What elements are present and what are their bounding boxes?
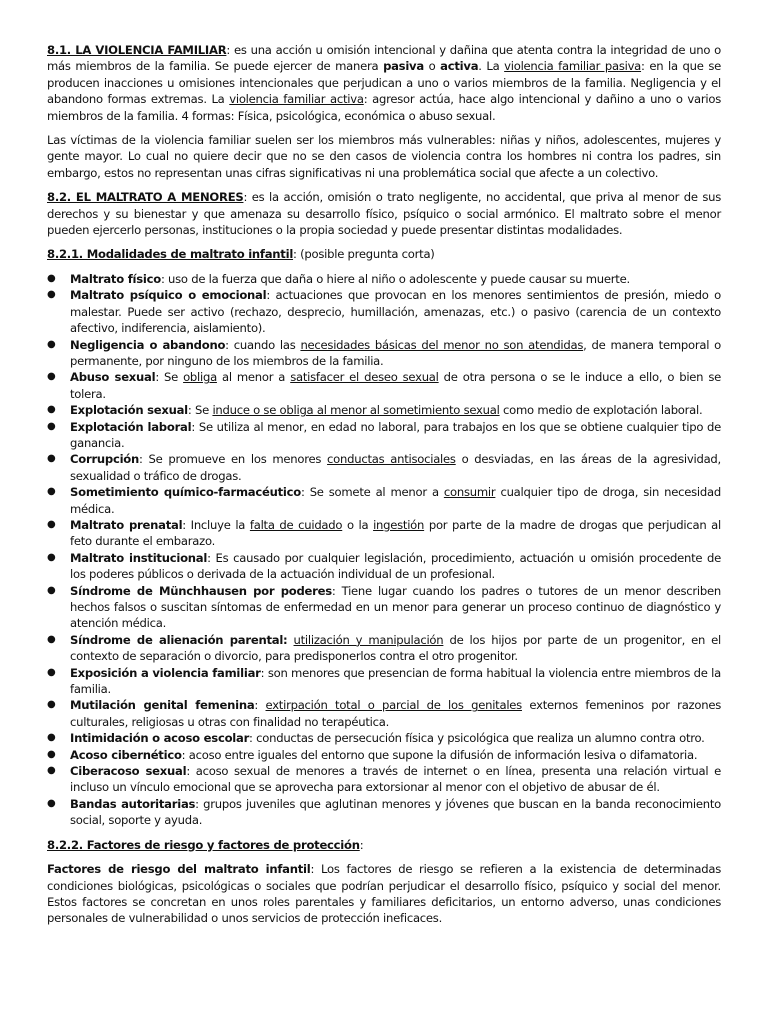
bold-text: Maltrato psíquico o emocional xyxy=(70,288,267,303)
underlined-text: obliga xyxy=(183,370,217,385)
bold-text: Maltrato institucional xyxy=(70,550,208,565)
text-run: : es la acción, omisión o trato negligente, no accidental, que priva al menor de sus derechos y su bienestar y que amenaza su desarrollo físico, psíquico o social armónico. El maltrato sobre el menor pueden ejercerlo personas, instituciones o la propia sociedad y puede presentar distintas modalidades. xyxy=(47,190,721,238)
list-item xyxy=(47,697,721,730)
bullet-icon: ● xyxy=(47,518,56,530)
bullet-icon: ● xyxy=(47,486,56,498)
text-run: : Los factores de riesgo se refieren a la existencia de determinadas condiciones biológicas, psicológicas o sociales que podrían perjudicar el desarrollo físico, psíquico y social del menor. Estos factores se concretan en unos roles parentales y familiares deficitarios, un entorno adverso, unas condiciones personales de vulnerabilidad o unos servicios de protección ineficaces. xyxy=(47,862,721,926)
list-item xyxy=(47,402,721,418)
bold-text: Exposición a violencia familiar xyxy=(70,665,261,680)
text-run: : actuaciones que provocan en los menores sentimientos de presión, miedo o malestar. Puede ser activo (rechazo, desprecio, humillación, amenazas, etc.) o pasivo (carencia de un contexto afectivo, indiferencia, aislamiento). xyxy=(70,288,721,336)
underlined-text: violencia familiar pasiva xyxy=(504,59,642,74)
text-run: o xyxy=(423,59,441,74)
list-item xyxy=(47,419,721,452)
text-run: : acoso entre iguales del entorno que supone la difusión de información lesiva o difamatoria. xyxy=(181,747,698,762)
bold-text: pasiva xyxy=(383,59,424,74)
list-item xyxy=(47,287,721,336)
bold-text: 8.2.1. Modalidades de maltrato infantil xyxy=(47,247,294,262)
list-item xyxy=(47,517,721,550)
underlined-text: falta de cuidado xyxy=(249,517,343,532)
list-item xyxy=(47,271,721,287)
list-item xyxy=(47,747,721,763)
bullet-icon: ● xyxy=(47,404,56,416)
list-item xyxy=(47,665,721,698)
paragraph-maltrato-menores xyxy=(47,189,721,238)
bold-text: Síndrome de Münchhausen por poderes xyxy=(70,583,332,598)
bullet-icon: ● xyxy=(47,666,56,678)
text-run: : acoso sexual de menores a través de internet o en línea, presenta una relación virtual e incluso un vínculo emocional que se aprovecha para extorsionar al menor con el objetivo de abusar de él. xyxy=(70,764,721,795)
text-run: o desviadas, en las áreas de la agresividad, sexualidad o tráfico de drogas. xyxy=(70,452,721,483)
bold-text: Acoso cibernético xyxy=(70,747,182,762)
text-run: : Incluye la xyxy=(182,517,250,532)
bold-text: activa xyxy=(440,59,479,74)
text-run: al menor a xyxy=(216,370,291,385)
underlined-text: ingestión xyxy=(373,517,425,532)
text-run: : conductas de persecución física y psicológica que realiza un alumno contra otro. xyxy=(249,731,705,746)
bold-text: Intimidación o acoso escolar xyxy=(70,731,250,746)
list-item xyxy=(47,550,721,583)
text-run: : (posible pregunta corta) xyxy=(293,247,435,262)
bullet-icon: ● xyxy=(47,453,56,465)
bold-text: Negligencia o abandono xyxy=(70,337,226,352)
bold-text: Factores de riesgo del maltrato infantil xyxy=(47,862,311,877)
bullet-icon: ● xyxy=(47,289,56,301)
bullet-icon: ● xyxy=(47,797,56,809)
text-run: o la xyxy=(342,517,374,532)
text-run: : uso de la fuerza que daña o hiere al niño o adolescente y puede causar su muerte. xyxy=(160,271,630,286)
text-run: por parte de la madre de drogas que perjudican al feto durante el embarazo. xyxy=(70,517,721,549)
text-run: : Se xyxy=(155,370,184,385)
modalidades-list xyxy=(47,271,721,829)
bullet-icon: ● xyxy=(47,765,56,777)
bullet-icon: ● xyxy=(47,732,56,744)
text-run: : Tiene lugar cuando los padres o tutores de un menor describen hechos falsos o suscitan síntomas de enfermedad en un menor para generar un proceso continuo de diagnóstico y atención médica. xyxy=(70,583,721,631)
bold-text: 8.2.2. Factores de riesgo y factores de protección xyxy=(47,837,360,852)
bold-text: Maltrato físico xyxy=(70,271,161,286)
text-run: cualquier tipo de droga, sin necesidad médica. xyxy=(70,485,721,516)
bullet-icon: ● xyxy=(47,584,56,596)
paragraph-victimas xyxy=(47,132,721,181)
bold-text: Maltrato prenatal xyxy=(70,517,183,532)
text-run: : agresor actúa, hace algo intencional y dañino a uno o varios miembros de la familia. 4 formas: Física, psicológica, económica o abuso sexual. xyxy=(47,92,721,123)
underlined-text: extirpación total o parcial de los genitales xyxy=(265,698,522,713)
list-item xyxy=(47,796,721,829)
bold-text: Síndrome de alienación parental: xyxy=(70,632,288,647)
text-run: . La xyxy=(478,59,505,74)
underlined-text: consumir xyxy=(443,485,496,500)
text-run: : Es causado por cualquier legislación, procedimiento, actuación u omisión procedente de los poderes públicos o derivada de la actuación individual de un profesional. xyxy=(70,550,721,582)
list-item xyxy=(47,484,721,517)
bold-text: Ciberacoso sexual xyxy=(70,764,187,779)
text-run: : Se promueve en los menores xyxy=(139,452,328,467)
bold-text: Abuso sexual xyxy=(70,370,156,385)
paragraph-factores-riesgo xyxy=(47,861,721,927)
text-run: externos femeninos por razones culturales, religiosas u otras con finalidad no terapéutica. xyxy=(70,698,721,729)
text-run: : Se somete al menor a xyxy=(300,485,444,500)
bold-text: 8.1. LA VIOLENCIA FAMILIAR xyxy=(47,43,227,57)
bold-text: Mutilación genital femenina xyxy=(70,698,255,713)
text-run: : en la que se producen inacciones u omisiones intencionales que perjudican a uno o varios miembros de la familia. Negligencia y el abandono formas extremas. La xyxy=(47,59,722,107)
text-run: , de manera temporal o permanente, por ninguno de los miembros de la familia. xyxy=(70,337,721,368)
bold-text: Explotación laboral xyxy=(70,419,192,434)
bullet-icon: ● xyxy=(47,551,56,563)
list-item xyxy=(47,369,721,402)
list-item xyxy=(47,337,721,370)
bullet-icon: ● xyxy=(47,338,56,350)
bold-text: Corrupción xyxy=(70,452,140,467)
underlined-text: conductas antisociales xyxy=(327,452,456,467)
paragraph-violencia-familiar xyxy=(47,42,721,124)
text-run: de los hijos por parte de un progenitor, en el contexto de separación o divorcio, para predisponerlos contra el otro progenitor. xyxy=(70,632,721,664)
text-run: : es una acción u omisión intencional y dañina que atenta contra la integridad de uno o más miembros de la familia. Se puede ejercer de manera xyxy=(47,43,722,74)
text-run: : cuando las xyxy=(225,337,301,352)
text-run: como medio de explotación laboral. xyxy=(499,403,703,418)
text-run: : Se utiliza al menor, en edad no laboral, para trabajos en los que se obtiene cualquier tipo de ganancia. xyxy=(70,419,721,450)
bullet-icon: ● xyxy=(47,420,56,432)
underlined-text: induce o se obliga al menor al sometimiento sexual xyxy=(212,403,500,418)
bullet-icon: ● xyxy=(47,272,56,284)
list-item xyxy=(47,632,721,665)
heading-modalidades xyxy=(47,246,721,262)
bullet-icon: ● xyxy=(47,633,56,645)
list-item xyxy=(47,763,721,796)
list-item xyxy=(47,451,721,484)
text-run: : Se xyxy=(187,403,213,418)
underlined-text: violencia familiar activa xyxy=(229,92,364,107)
text-run: : grupos juveniles que aglutinan menores y jóvenes que buscan en la banda reconocimiento social, soporte y ayuda. xyxy=(70,796,721,828)
bold-text: 8.2. EL MALTRATO A MENORES xyxy=(47,190,244,205)
bullet-icon: ● xyxy=(47,699,56,711)
list-item xyxy=(47,730,721,746)
bullet-icon: ● xyxy=(47,371,56,383)
bold-text: Explotación sexual xyxy=(70,403,188,418)
underlined-text: necesidades básicas del menor no son atendidas xyxy=(300,337,584,352)
text-run: : son menores que presencian de forma habitual la violencia entre miembros de la familia. xyxy=(70,665,721,697)
list-item xyxy=(47,583,721,632)
text-run: de otra persona o se le induce a ello, o bien se tolera. xyxy=(70,370,721,401)
text-run: : xyxy=(359,837,364,852)
underlined-text: satisfacer el deseo sexual xyxy=(290,370,439,385)
bold-text: Sometimiento químico-farmacéutico xyxy=(70,485,301,500)
bullet-icon: ● xyxy=(47,748,56,760)
text-run: : xyxy=(254,698,266,713)
underlined-text: utilización y manipulación xyxy=(293,632,444,647)
heading-factores xyxy=(47,837,721,853)
bold-text: Bandas autoritarias xyxy=(70,796,196,811)
text-run: Las víctimas de la violencia familiar suelen ser los miembros más vulnerables: niñas y niños, adolescentes, mujeres y gente mayor. Lo cual no quiere decir que no se den casos de violencia contra los hombres ni contra los padres, sin embargo, estos no representan unas cifras significativas ni una problemática social que afecte a un colectivo. xyxy=(47,133,721,180)
